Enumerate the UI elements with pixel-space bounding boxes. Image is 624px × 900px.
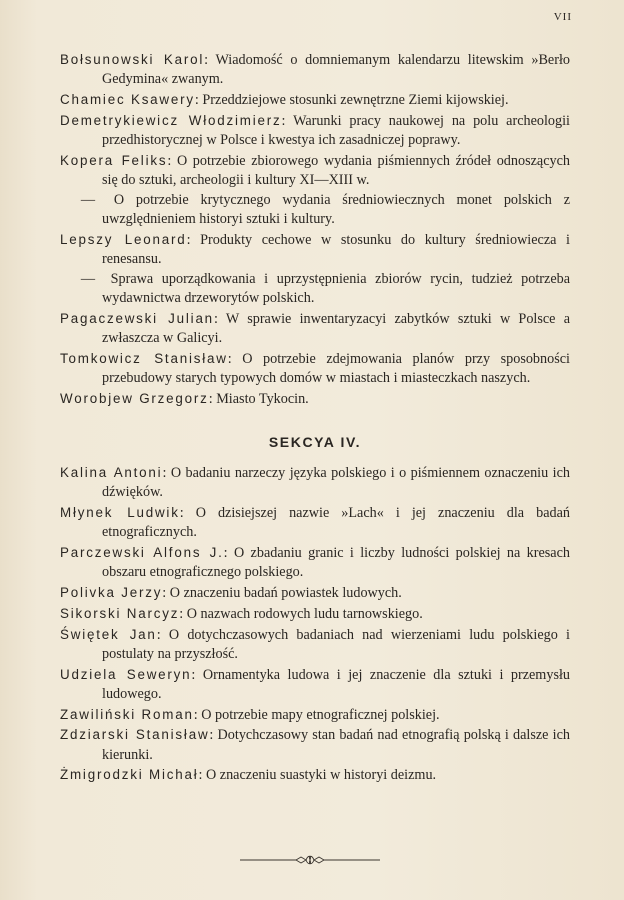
entry-dash: — xyxy=(80,270,96,287)
bibliography-entry: Tomkowicz Stanisław: O potrzebie zdejmowania planów przy sposobności przebudowy starych typowych domów w miastach i miasteczkach naszych. xyxy=(60,350,570,386)
bibliography-entry: Worobjew Grzegorz: Miasto Tykocin. xyxy=(60,390,309,407)
section-iii-list xyxy=(60,50,570,409)
entry-author: Worobjew Grzegorz xyxy=(60,390,209,406)
entry-title: O potrzebie zdejmowania planów przy sposobności przebudowy starych typowych domów w miastach i miasteczkach naszych. xyxy=(102,350,570,386)
bibliography-entry: Lepszy Leonard: Produkty cechowe w stosunku do kultury średniowiecza i renesansu. xyxy=(60,231,570,267)
entry-author: Zawiliński Roman xyxy=(60,706,194,722)
bibliography-entry: Udziela Seweryn: Ornamentyka ludowa i jej znaczenie dla sztuki i przemysłu ludowego. xyxy=(60,666,570,702)
decorative-rule-ornament-icon xyxy=(240,853,380,867)
section-iv-list xyxy=(60,463,570,786)
bibliography-entry: Chamiec Ksawery: Przeddziejowe stosunki zewnętrzne Ziemi kijowskiej. xyxy=(60,92,509,108)
entry-dash: — xyxy=(80,191,96,208)
bibliography-entry: Bołsunowski Karol: Wiadomość o domniemanym kalendarzu litewskim »Berło Gedymina« zwanym. xyxy=(60,52,570,88)
entry-author: Bołsunowski Karol xyxy=(60,52,205,67)
bibliography-entry xyxy=(60,191,570,229)
entry-title: O zbadaniu granic i liczby ludności polskiej na kresach obszaru etnograficznego polskiego. xyxy=(102,545,570,581)
entry-title: O znaczeniu badań powiastek ludowych. xyxy=(169,585,402,601)
bibliography-entry xyxy=(60,270,570,308)
entry-author: Zdziarski Stanisław xyxy=(60,727,210,743)
entry-title: Wiadomość o domniemanym kalendarzu litewskim »Berło Gedymina« zwanym. xyxy=(102,52,570,88)
entry-author: Chamiec Ksawery xyxy=(60,92,195,107)
bibliography-entry: Sikorski Narcyz: O nazwach rodowych ludu tarnowskiego. xyxy=(60,605,423,622)
entry-author: Świętek Jan xyxy=(60,626,157,642)
entry-author: Pagaczewski Julian xyxy=(60,310,214,326)
entry-title: O dotychczasowych badaniach nad wierzeniami ludu polskiego i postulaty na przyszłość. xyxy=(102,626,570,662)
entry-author: Parczewski Alfons J. xyxy=(60,545,224,560)
entry-title: Miasto Tykocin. xyxy=(216,390,309,407)
entry-title: Przeddziejowe stosunki zewnętrzne Ziemi kijowskiej. xyxy=(202,92,509,108)
entry-author: Kalina Antoni xyxy=(60,465,163,480)
bibliography-entry: Demetrykiewicz Włodzimierz: Warunki pracy naukowej na polu archeologii przedhistorycznej w Polsce i kwestya ich zasadniczej poprawy. xyxy=(60,112,570,148)
bibliography-entry: Świętek Jan: O dotychczasowych badaniach nad wierzeniami ludu polskiego i postulaty na przyszłość. xyxy=(60,626,570,662)
entry-title: O potrzebie mapy etnograficznej polskiej. xyxy=(201,706,440,723)
entry-title: Dotychczasowy stan badań nad etnografią polską i dalsze ich kierunki. xyxy=(102,727,570,763)
bibliography-entry: Kalina Antoni: O badaniu narzeczy języka polskiego i o piśmiennem oznaczeniu ich dźwięków. xyxy=(60,465,570,501)
bibliography-entry: Zawiliński Roman: O potrzebie mapy etnograficznej polskiej. xyxy=(60,706,440,723)
entry-title: Warunki pracy naukowej na polu archeologii przedhistorycznej w Polsce i kwestya ich zasadniczej poprawy. xyxy=(102,112,570,148)
entry-author: Młynek Ludwik xyxy=(60,505,180,520)
section-iv-heading: SEKCYA IV. xyxy=(268,434,362,450)
entry-title: Produkty cechowe w stosunku do kultury średniowiecza i renesansu. xyxy=(102,231,570,267)
entry-title: O potrzebie zbiorowego wydania piśmiennych źródeł odnoszących się do sztuki, archeologii i kultury XI—XIII w. xyxy=(102,152,570,188)
entry-title: Ornamentyka ludowa i jej znaczenie dla sztuki i przemysłu ludowego. xyxy=(102,666,570,702)
entry-title: W sprawie inwentaryzacyi zabytków sztuki w Polsce a zwłaszcza w Galicyi. xyxy=(102,310,570,346)
entry-author: Żmigrodzki Michał xyxy=(60,767,199,783)
bibliography-entry: Zdziarski Stanisław: Dotychczasowy stan badań nad etnografią polską i dalsze ich kierunki. xyxy=(60,727,570,763)
entry-title: O nazwach rodowych ludu tarnowskiego. xyxy=(186,605,423,622)
entry-author: Lepszy Leonard xyxy=(60,231,187,247)
entry-title: Sprawa uporządkowania i uprzystępnienia zbiorów rycin, tudzież potrzeba wydawnictwa drzeworytów polskich. xyxy=(102,270,571,306)
entry-title: O potrzebie krytycznego wydania średniowiecznych monet polskich z uwzględnieniem historyi sztuki i kultury. xyxy=(102,191,571,227)
entry-title: O dzisiejszej nazwie »Lach« i jej znaczeniu dla badań etnograficznych. xyxy=(102,505,571,541)
page-content xyxy=(60,50,570,786)
bibliography-entry: Pagaczewski Julian: W sprawie inwentaryzacyi zabytków sztuki w Polsce a zwłaszcza w Galicyi. xyxy=(60,310,570,346)
entry-author: Tomkowicz Stanisław xyxy=(60,350,228,366)
bibliography-entry: Żmigrodzki Michał: O znaczeniu suastyki w historyi deizmu. xyxy=(60,767,437,784)
entry-author: Sikorski Narcyz xyxy=(60,605,180,621)
entry-author: Udziela Seweryn xyxy=(60,666,192,682)
bibliography-entry: Kopera Feliks: O potrzebie zbiorowego wydania piśmiennych źródeł odnoszących się do sztuki, archeologii i kultury XI—XIII w. xyxy=(60,152,570,188)
entry-author: Polivka Jerzy xyxy=(60,585,163,600)
entry-title: O znaczeniu suastyki w historyi deizmu. xyxy=(206,767,437,784)
entry-author: Demetrykiewicz Włodzimierz xyxy=(60,112,282,128)
page-number: VII xyxy=(553,11,572,23)
bibliography-entry: Polivka Jerzy: O znaczeniu badań powiastek ludowych. xyxy=(60,585,402,601)
bibliography-entry: Młynek Ludwik: O dzisiejszej nazwie »Lach« i jej znaczeniu dla badań etnograficznych. xyxy=(60,505,571,541)
bibliography-entry: Parczewski Alfons J.: O zbadaniu granic i liczby ludności polskiej na kresach obszaru etnograficznego polskiego. xyxy=(60,545,570,581)
entry-author: Kopera Feliks xyxy=(60,152,168,168)
entry-title: O badaniu narzeczy języka polskiego i o piśmiennem oznaczeniu ich dźwięków. xyxy=(102,465,570,501)
